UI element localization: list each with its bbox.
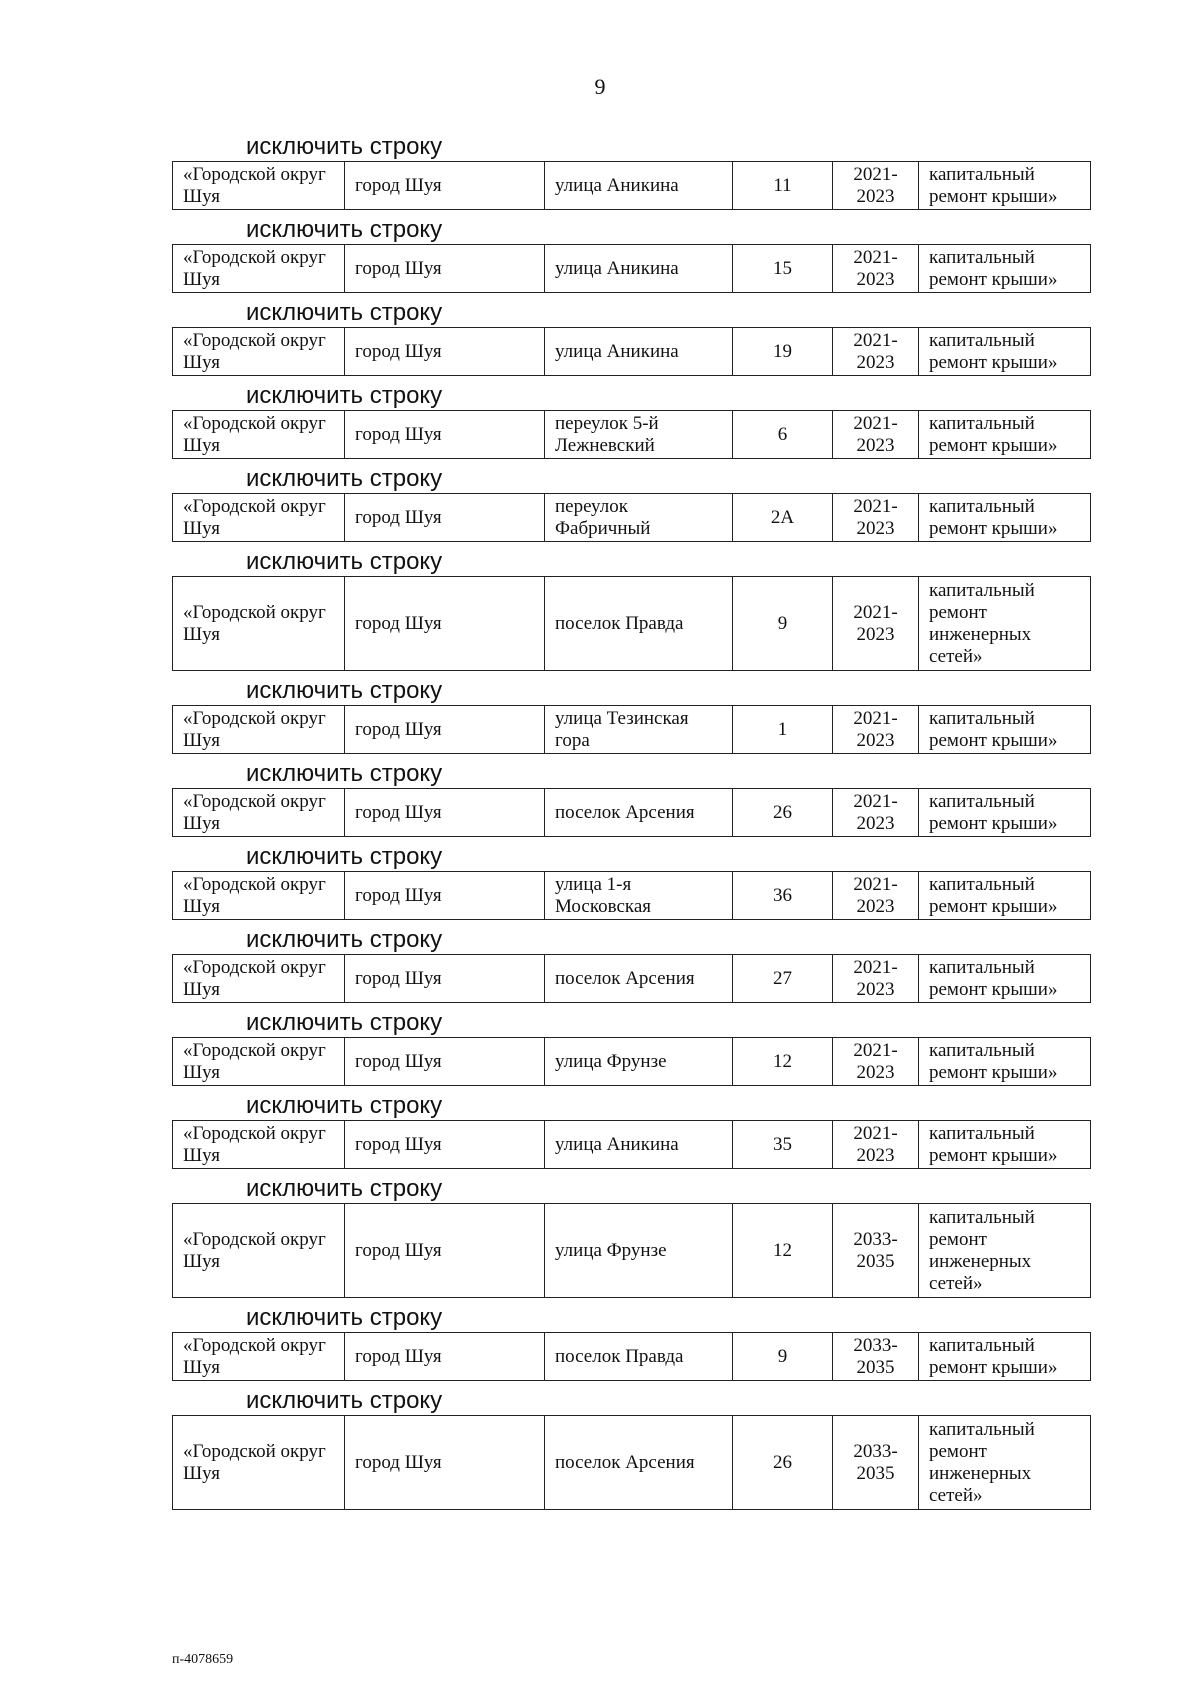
street-cell: поселок Арсения xyxy=(545,789,733,837)
house-number-cell: 6 xyxy=(733,411,833,459)
amendment-block xyxy=(172,547,1090,671)
amendment-block xyxy=(172,1386,1090,1510)
exclude-row-instruction: исключить строку xyxy=(246,843,443,870)
municipality-cell: «Городской округ Шуя xyxy=(173,1038,345,1086)
period-cell: 2021-2023 xyxy=(833,955,919,1003)
municipality-cell: «Городской округ Шуя xyxy=(173,328,345,376)
municipality-cell: «Городской округ Шуя xyxy=(173,577,345,671)
work-type-cell: капитальный ремонт крыши» xyxy=(919,245,1091,293)
municipality-cell: «Городской округ Шуя xyxy=(173,1333,345,1381)
exclude-row-instruction: исключить строку xyxy=(246,465,443,492)
period-cell: 2021-2023 xyxy=(833,872,919,920)
table-row xyxy=(172,244,1091,293)
exclude-row-instruction: исключить строку xyxy=(246,1009,443,1036)
amendment-block xyxy=(172,759,1090,837)
settlement-cell: город Шуя xyxy=(345,872,545,920)
municipality-cell: «Городской округ Шуя xyxy=(173,872,345,920)
amendment-block xyxy=(172,215,1090,293)
exclude-row-instruction: исключить строку xyxy=(246,382,443,409)
work-type-cell: капитальный ремонт крыши» xyxy=(919,494,1091,542)
street-cell: улица Аникина xyxy=(545,162,733,210)
period-cell: 2021-2023 xyxy=(833,162,919,210)
exclude-row-instruction: исключить строку xyxy=(246,1175,443,1202)
amendment-block xyxy=(172,464,1090,542)
exclude-row-instruction: исключить строку xyxy=(246,1092,443,1119)
amendment-block xyxy=(172,298,1090,376)
house-number-cell: 36 xyxy=(733,872,833,920)
settlement-cell: город Шуя xyxy=(345,1204,545,1298)
period-cell: 2021-2023 xyxy=(833,706,919,754)
amendment-block xyxy=(172,1091,1090,1169)
street-cell: поселок Правда xyxy=(545,1333,733,1381)
work-type-cell: капитальный ремонт крыши» xyxy=(919,328,1091,376)
table-row xyxy=(172,493,1091,542)
municipality-cell: «Городской округ Шуя xyxy=(173,494,345,542)
work-type-cell: капитальный ремонт крыши» xyxy=(919,789,1091,837)
street-cell: улица Фрунзе xyxy=(545,1204,733,1298)
house-number-cell: 9 xyxy=(733,577,833,671)
period-cell: 2021-2023 xyxy=(833,1038,919,1086)
exclude-row-instruction: исключить строку xyxy=(246,1304,443,1331)
exclude-row-instruction: исключить строку xyxy=(246,548,443,575)
exclude-row-instruction: исключить строку xyxy=(246,1387,443,1414)
amendment-block xyxy=(172,842,1090,920)
house-number-cell: 12 xyxy=(733,1038,833,1086)
street-cell: поселок Арсения xyxy=(545,955,733,1003)
work-type-cell: капитальный ремонт крыши» xyxy=(919,162,1091,210)
amendment-block xyxy=(172,925,1090,1003)
table-row xyxy=(172,161,1091,210)
settlement-cell: город Шуя xyxy=(345,411,545,459)
street-cell: улица Аникина xyxy=(545,1121,733,1169)
settlement-cell: город Шуя xyxy=(345,1416,545,1510)
street-cell: поселок Правда xyxy=(545,577,733,671)
amendment-block xyxy=(172,676,1090,754)
settlement-cell: город Шуя xyxy=(345,789,545,837)
street-cell: переулок Фабричный xyxy=(545,494,733,542)
settlement-cell: город Шуя xyxy=(345,245,545,293)
table-row xyxy=(172,1037,1091,1086)
table-row xyxy=(172,1203,1091,1298)
house-number-cell: 15 xyxy=(733,245,833,293)
amendment-block xyxy=(172,132,1090,210)
table-row xyxy=(172,788,1091,837)
house-number-cell: 11 xyxy=(733,162,833,210)
house-number-cell: 26 xyxy=(733,789,833,837)
settlement-cell: город Шуя xyxy=(345,1038,545,1086)
exclude-row-instruction: исключить строку xyxy=(246,216,443,243)
street-cell: переулок 5-й Лежневский xyxy=(545,411,733,459)
period-cell: 2021-2023 xyxy=(833,577,919,671)
municipality-cell: «Городской округ Шуя xyxy=(173,1204,345,1298)
settlement-cell: город Шуя xyxy=(345,1121,545,1169)
municipality-cell: «Городской округ Шуя xyxy=(173,245,345,293)
house-number-cell: 1 xyxy=(733,706,833,754)
house-number-cell: 27 xyxy=(733,955,833,1003)
street-cell: улица Аникина xyxy=(545,328,733,376)
street-cell: поселок Арсения xyxy=(545,1416,733,1510)
street-cell: улица 1-я Московская xyxy=(545,872,733,920)
house-number-cell: 19 xyxy=(733,328,833,376)
house-number-cell: 12 xyxy=(733,1204,833,1298)
settlement-cell: город Шуя xyxy=(345,328,545,376)
table-row xyxy=(172,954,1091,1003)
work-type-cell: капитальный ремонт крыши» xyxy=(919,706,1091,754)
period-cell: 2033-2035 xyxy=(833,1204,919,1298)
work-type-cell: капитальный ремонт крыши» xyxy=(919,955,1091,1003)
work-type-cell: капитальный ремонт крыши» xyxy=(919,1121,1091,1169)
work-type-cell: капитальный ремонт крыши» xyxy=(919,872,1091,920)
exclude-row-instruction: исключить строку xyxy=(246,760,443,787)
work-type-cell: капитальный ремонт крыши» xyxy=(919,411,1091,459)
exclude-row-instruction: исключить строку xyxy=(246,133,443,160)
municipality-cell: «Городской округ Шуя xyxy=(173,1416,345,1510)
exclude-row-instruction: исключить строку xyxy=(246,677,443,704)
settlement-cell: город Шуя xyxy=(345,955,545,1003)
work-type-cell: капитальный ремонт крыши» xyxy=(919,1333,1091,1381)
period-cell: 2033-2035 xyxy=(833,1416,919,1510)
amendment-block xyxy=(172,1303,1090,1381)
amendment-block xyxy=(172,381,1090,459)
work-type-cell: капитальный ремонт крыши» xyxy=(919,1038,1091,1086)
settlement-cell: город Шуя xyxy=(345,494,545,542)
municipality-cell: «Городской округ Шуя xyxy=(173,706,345,754)
street-cell: улица Аникина xyxy=(545,245,733,293)
work-type-cell: капитальный ремонт инженерных сетей» xyxy=(919,1416,1091,1510)
table-row xyxy=(172,1332,1091,1381)
street-cell: улица Фрунзе xyxy=(545,1038,733,1086)
period-cell: 2021-2023 xyxy=(833,411,919,459)
page-number: 9 xyxy=(594,74,606,99)
work-type-cell: капитальный ремонт инженерных сетей» xyxy=(919,1204,1091,1298)
municipality-cell: «Городской округ Шуя xyxy=(173,411,345,459)
amendment-block xyxy=(172,1008,1090,1086)
settlement-cell: город Шуя xyxy=(345,706,545,754)
table-row xyxy=(172,1415,1091,1510)
document-code: п-4078659 xyxy=(172,1652,234,1667)
house-number-cell: 2А xyxy=(733,494,833,542)
exclude-row-instruction: исключить строку xyxy=(246,299,443,326)
house-number-cell: 35 xyxy=(733,1121,833,1169)
table-row xyxy=(172,1120,1091,1169)
settlement-cell: город Шуя xyxy=(345,162,545,210)
period-cell: 2021-2023 xyxy=(833,328,919,376)
amendments-list xyxy=(172,132,1090,1515)
table-row xyxy=(172,410,1091,459)
municipality-cell: «Городской округ Шуя xyxy=(173,789,345,837)
period-cell: 2033-2035 xyxy=(833,1333,919,1381)
settlement-cell: город Шуя xyxy=(345,1333,545,1381)
house-number-cell: 9 xyxy=(733,1333,833,1381)
table-row xyxy=(172,327,1091,376)
table-row xyxy=(172,576,1091,671)
period-cell: 2021-2023 xyxy=(833,1121,919,1169)
work-type-cell: капитальный ремонт инженерных сетей» xyxy=(919,577,1091,671)
settlement-cell: город Шуя xyxy=(345,577,545,671)
exclude-row-instruction: исключить строку xyxy=(246,926,443,953)
house-number-cell: 26 xyxy=(733,1416,833,1510)
municipality-cell: «Городской округ Шуя xyxy=(173,955,345,1003)
street-cell: улица Тезинская гора xyxy=(545,706,733,754)
amendment-block xyxy=(172,1174,1090,1298)
municipality-cell: «Городской округ Шуя xyxy=(173,1121,345,1169)
table-row xyxy=(172,871,1091,920)
period-cell: 2021-2023 xyxy=(833,494,919,542)
period-cell: 2021-2023 xyxy=(833,789,919,837)
table-row xyxy=(172,705,1091,754)
period-cell: 2021-2023 xyxy=(833,245,919,293)
municipality-cell: «Городской округ Шуя xyxy=(173,162,345,210)
